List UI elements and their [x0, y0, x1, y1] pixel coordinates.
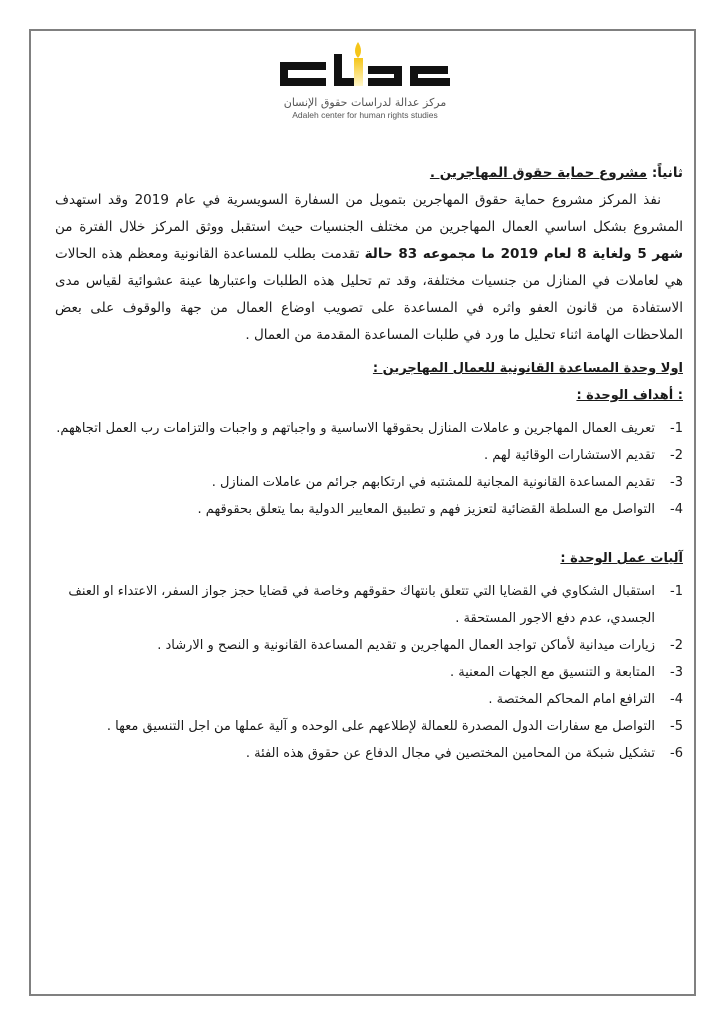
section-heading — [55, 160, 687, 187]
intro-text-2: تقدمت بطلب للمساعدة القانونية ومعظم هذه الحالات هي لعاملات في المنازل من جنسيات مختلفة، وقد تم تحليل هذه الطلبات واعتبارها عينة عشوائية لقياس مدى الاستفادة من قانون العفو واثره في المساعدة على تصويب اوضاع العمال من جهة والوقوف على بعض الملاحظات الهامة اثناء تحليل ما ورد في طلبات المساعدة المقدمة من العمال . — [55, 246, 683, 343]
list-text: الترافع امام المحاكم المختصة . — [488, 692, 655, 707]
flame-icon — [355, 42, 361, 58]
list-number: -3 — [670, 665, 683, 680]
list-number: -3 — [670, 475, 683, 490]
list-item — [55, 686, 687, 713]
section-prefix: ثانياً: — [651, 165, 683, 181]
list-number: -4 — [670, 692, 683, 707]
list-item — [55, 496, 687, 523]
list-item — [55, 415, 687, 442]
list-item — [55, 740, 687, 767]
goals-heading: : أهداف الوحدة : — [576, 388, 683, 403]
intro-paragraph — [55, 187, 687, 349]
logo-subtitle-english: Adaleh center for human rights studies — [292, 110, 438, 120]
logo-wordmark-icon — [270, 38, 460, 96]
intro-text-1: نفذ المركز مشروع حماية حقوق المهاجرين بتمويل من السفارة السويسرية في عام 2019 وقد استهدف المشروع بشكل اساسي العمال المهاجرين من مختلف الجنسيات حيث استقبل ووثق المركز خلال الفترة من — [55, 192, 683, 235]
list-number: -2 — [670, 448, 683, 463]
list-item — [55, 632, 687, 659]
list-number: -5 — [670, 719, 683, 734]
list-number: -4 — [670, 502, 683, 517]
logo-subtitle-arabic: مركز عدالة لدراسات حقوق الإنسان — [283, 96, 447, 109]
list-item — [55, 713, 687, 740]
list-text: التواصل مع السلطة القضائية لتعزيز فهم و تطبيق المعايير الدولية بما يتعلق بحقوقهم . — [197, 502, 655, 517]
list-text: استقبال الشكاوي في القضايا التي تتعلق بانتهاك حقوقهم وخاصة في قضايا حجز جواز السفر، الاعتداء او العنف الجسدي، عدم دفع الاجور المستحقة . — [68, 584, 655, 626]
unit-title: اولا وحدة المساعدة القانونية للعمال المهاجرين : — [372, 361, 683, 376]
list-number: -2 — [670, 638, 683, 653]
intro-bold-stats: شهر 5 ولغاية 8 لعام 2019 ما مجموعه 83 حالة — [364, 246, 683, 262]
list-item — [55, 469, 687, 496]
list-text: التواصل مع سفارات الدول المصدرة للعمالة لإطلاعهم على الوحده و آلية عملها من اجل التنسيق معها . — [106, 719, 655, 734]
list-number: -6 — [670, 746, 683, 761]
list-item — [55, 578, 687, 632]
list-text: زيارات ميدانية لأماكن تواجد العمال المهاجرين و تقديم المساعدة القانونية و النصح و الارشاد . — [157, 638, 655, 653]
list-text: تقديم الاستشارات الوقائية لهم . — [483, 448, 655, 463]
list-number: -1 — [670, 421, 683, 436]
mechanisms-list — [55, 578, 687, 767]
list-text: تعريف العمال المهاجرين و عاملات المنازل بحقوقها الاساسية و واجباتهم و واجبات والتزامات رب العمل اتجاههم. — [56, 421, 655, 436]
adaleh-logo — [270, 38, 460, 120]
list-item — [55, 442, 687, 469]
list-text: المتابعة و التنسيق مع الجهات المعنية . — [449, 665, 655, 680]
goals-list — [55, 415, 687, 523]
list-number: -1 — [670, 584, 683, 599]
section-title: مشروع حماية حقوق المهاجرين . — [429, 165, 648, 181]
mechanisms-heading: آليات عمل الوحدة : — [560, 551, 683, 566]
list-text: تشكيل شبكة من المحامين المختصين في مجال الدفاع عن حقوق هذه الفئة . — [245, 746, 655, 761]
list-item — [55, 659, 687, 686]
list-text: تقديم المساعدة القانونية المجانية للمشتبه في ارتكابهم جرائم من عاملات المنازل . — [211, 475, 655, 490]
document-body — [55, 160, 687, 767]
